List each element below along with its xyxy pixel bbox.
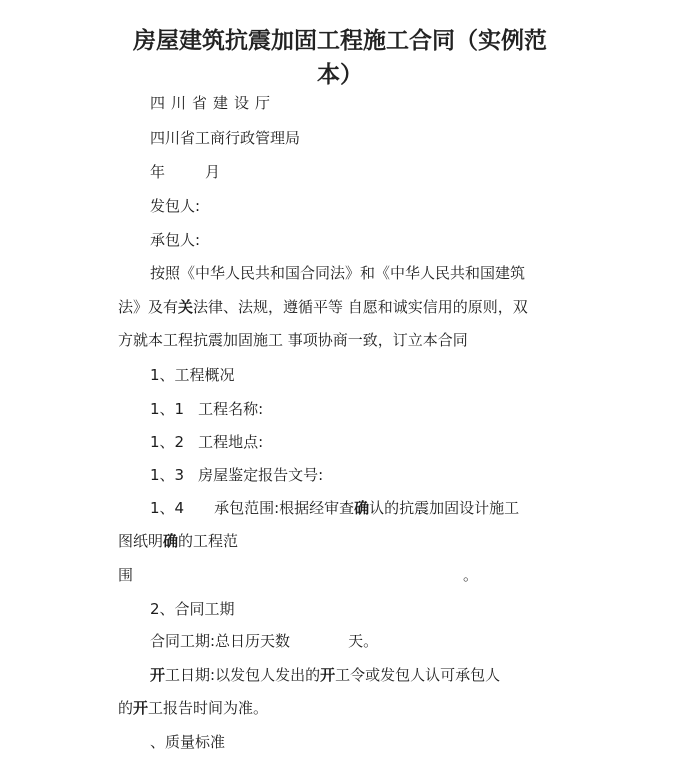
item-1-4-line-3: 围 。 [118,566,479,584]
item-1-4-line-2: 图纸明确的工程范 [118,532,239,550]
party-b-label: 承包人: [150,231,201,249]
section-2-heading: 2、合同工期 [150,600,235,618]
document-title-line-2: 本） [317,61,363,88]
issuer-commerce-bureau: 四川省工商行政管理局 [150,129,301,147]
preamble-line-1: 按照《中华人民共和国合同法》和《中华人民共和国建筑 [150,264,526,282]
date-month: 月 [205,163,221,181]
issue-date [150,161,220,182]
preamble-line-2: 法》及有关法律、法规，遵循平等 自愿和诚实信用的原则，双 [118,298,528,316]
start-date-line-2: 的开工报告时间为准。 [118,699,269,717]
date-year: 年 [150,163,166,181]
section-1-heading: 1、工程概况 [150,366,235,384]
party-a-label: 发包人: [150,197,201,215]
item-1-3: 1、3 房屋鉴定报告文号: [150,466,324,484]
issuer-construction-dept: 四川省建设厅 [150,94,277,112]
item-1-1: 1、1 工程名称: [150,400,264,418]
document-title-line-1: 房屋建筑抗震加固工程施工合同（实例范 [133,27,547,54]
preamble-line-3: 方就本工程抗震加固施工 事项协商一致，订立本合同 [118,331,468,349]
contract-duration: 合同工期:总日历天数 天。 [150,632,379,650]
section-3-heading: 、质量标准 [150,733,226,751]
start-date-line-1: 开工日期:以发包人发出的开工令或发包人认可承包人 [150,666,501,684]
item-1-4: 1、4 承包范围:根据经审查确认的抗震加固设计施工 [150,499,520,517]
item-1-2: 1、2 工程地点: [150,433,264,451]
